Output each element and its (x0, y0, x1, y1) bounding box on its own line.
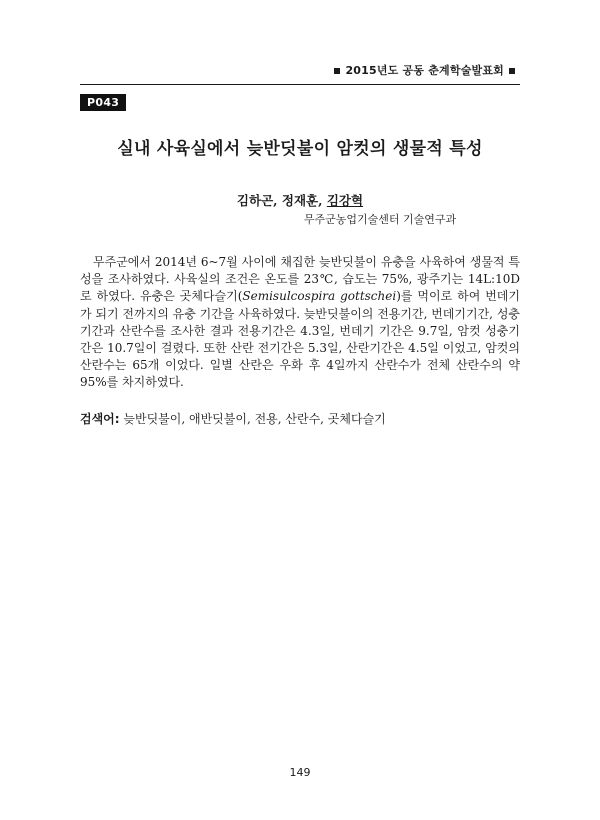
paper-code-badge: P043 (80, 94, 126, 111)
abstract-text: 무주군에서 2014년 6~7월 사이에 채집한 늦반딧불이 유충을 사육하여 생물적 특성을 조사하였다. 사육실의 조건은 온도를 23℃, 습도는 75%, 광주기는 14L:10D로 하였다. 유충은 곳체다슬기( (80, 255, 520, 304)
running-header (80, 62, 520, 84)
abstract-text: )를 먹이로 하여 번데기가 되기 전까지의 유충 기간을 사육하였다. 늦반딧불이의 전용기간, 번데기기간, 성충기간과 산란수를 조사한 결과 전용기간은 4.3일, 번데기 기간은 9.7일, 암컷 성충기간은 10.7일이 걸렸다. 또한 산란 전기간은 5.3일, 산란기간은 4.5일 이었고, 암컷의 산란수는 65개 이었다. 일별 산란은 우화 후 4일까지 산란수가 전체 산란수의 약 95%를 차지하였다. (80, 289, 520, 390)
author-name: 정재훈 (281, 193, 319, 208)
author-list (80, 191, 520, 209)
keywords-label: 검색어: (80, 412, 120, 426)
author-separator: , (318, 193, 327, 208)
author-separator: , (273, 193, 282, 208)
abstract (80, 254, 520, 392)
conference-name: 2015년도 공동 춘계학술발표회 (345, 64, 504, 77)
paper-title: 실내 사육실에서 늦반딧불이 암컷의 생물적 특성 (117, 139, 483, 159)
keywords-list: 늦반딧불이, 애반딧불이, 전용, 산란수, 곳체다슬기 (119, 412, 386, 426)
header-rule (80, 84, 520, 85)
presenting-author-name: 김강혁 (326, 193, 364, 208)
affiliation: 무주군농업기술센터 기술연구과 (303, 213, 457, 226)
author-name: 김하곤 (236, 193, 274, 208)
square-bullet-icon (334, 68, 340, 74)
square-bullet-icon (509, 68, 515, 74)
keywords (80, 410, 520, 427)
page-number: 149 (289, 766, 311, 779)
abstract-paragraph (80, 254, 520, 392)
species-name: Semisulcospira gottschei (242, 289, 397, 304)
